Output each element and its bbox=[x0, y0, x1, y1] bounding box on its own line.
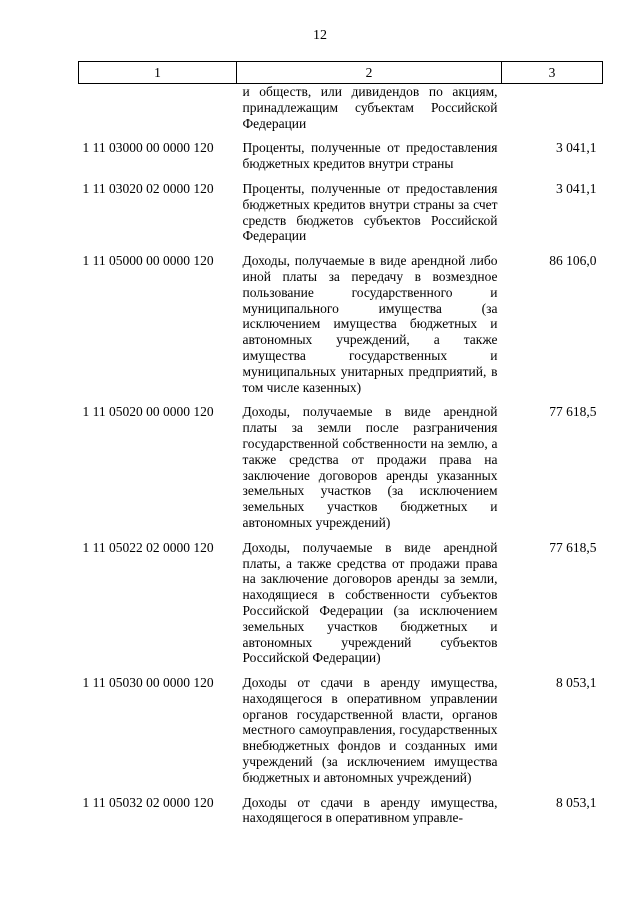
table-row bbox=[79, 172, 603, 244]
row-code: 1 11 05030 00 0000 120 bbox=[82, 675, 214, 691]
table-row bbox=[79, 786, 603, 827]
header-col-3: 3 bbox=[502, 62, 603, 84]
row-code: 1 11 03020 02 0000 120 bbox=[82, 180, 214, 196]
row-code: 1 11 05020 00 0000 120 bbox=[82, 404, 214, 420]
row-amount: 86 106,0 bbox=[549, 253, 597, 269]
row-code: 1 11 05000 00 0000 120 bbox=[82, 253, 214, 269]
table-row bbox=[79, 84, 603, 132]
row-name: и обществ, или дивидендов по акциям, принадлежащим субъектам Российской Федерации bbox=[242, 84, 498, 131]
row-code: 1 11 05032 02 0000 120 bbox=[82, 794, 214, 810]
table-row bbox=[79, 666, 603, 786]
row-name: Проценты, полученные от предоставления бюджетных кредитов внутри страны bbox=[242, 140, 498, 172]
table-row bbox=[79, 395, 603, 530]
row-code bbox=[79, 84, 237, 132]
row-name: Доходы, получаемые в виде арендной платы за земли после разграничения государственной собственности на землю, а также средства от продажи права на заключение договоров аренды указанных земельных участков (за исключением земельных участков бюджетных и автономных учреждений) bbox=[242, 404, 498, 530]
table-row bbox=[79, 244, 603, 395]
page-number: 12 bbox=[313, 28, 327, 43]
row-amount: 8 053,1 bbox=[556, 794, 597, 810]
row-code: 1 11 05022 02 0000 120 bbox=[82, 539, 214, 555]
row-amount: 3 041,1 bbox=[556, 140, 597, 156]
row-amount: 8 053,1 bbox=[556, 675, 597, 691]
row-amount: 77 618,5 bbox=[549, 404, 597, 420]
row-name: Доходы, получаемые в виде арендной либо иной платы за передачу в возмездное пользование государственного и муниципального имущества (за исключением имущества бюджетных и автономных учреждений, а также имущества государственных и муниципальных унитарных предприятий, в том числе казенных) bbox=[242, 253, 498, 395]
table-row bbox=[79, 531, 603, 666]
row-name: Доходы от сдачи в аренду имущества, находящегося в оперативном управлении органов государственной власти, органов местного самоуправления, государственных внебюджетных фондов и созданных ими учреждений (за исключением имущества бюджетных и автономных учреждений) bbox=[242, 675, 498, 785]
header-col-2: 2 bbox=[237, 62, 502, 84]
row-name: Проценты, полученные от предоставления бюджетных кредитов внутри страны за счет средств бюджетов субъектов Российской Федерации bbox=[242, 180, 498, 244]
table-row bbox=[79, 131, 603, 172]
budget-table bbox=[78, 61, 603, 826]
header-col-1: 1 bbox=[79, 62, 237, 84]
row-amount bbox=[502, 84, 603, 132]
row-name: Доходы от сдачи в аренду имущества, находящегося в оперативном управле- bbox=[242, 794, 498, 826]
table-header-row bbox=[79, 62, 603, 84]
row-name: Доходы, получаемые в виде арендной платы, а также средства от продажи права на заключение договоров аренды за земли, находящиеся в собственности субъектов Российской Федерации (за исключением земельных участков бюджетных и автономных учреждений субъектов Российской Федерации) bbox=[242, 539, 498, 666]
row-code: 1 11 03000 00 0000 120 bbox=[82, 140, 214, 156]
row-amount: 3 041,1 bbox=[556, 180, 597, 196]
row-amount: 77 618,5 bbox=[549, 539, 597, 555]
